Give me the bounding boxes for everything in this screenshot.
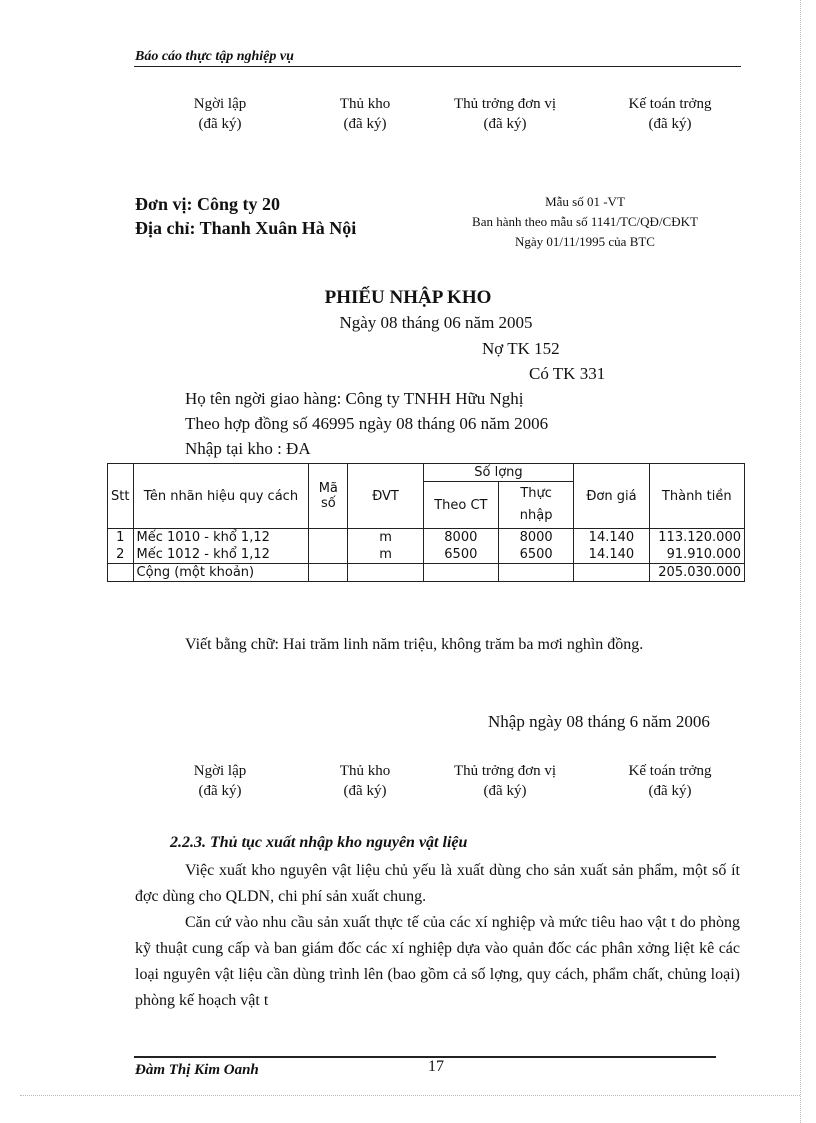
- contract: Theo hợp đồng số 46995 ngày 08 tháng 06 năm 2006: [185, 414, 549, 433]
- col-qty-doc: Theo CT: [423, 482, 498, 529]
- table-row: 1 Mếc 1010 - khổ 1,12 m 8000 8000 14.140 113.120.000: [108, 529, 745, 547]
- form-number: Mẫu số 01 -VT: [545, 194, 625, 209]
- section-paragraph-1: Việc xuất kho nguyên vật liệu chủ yếu là xuất dùng cho sản xuất sản phẩm, một số ít đợc dùng cho QLDN, chi phí sản xuất chung.: [135, 862, 740, 905]
- receipt-title: PHIẾU NHẬP KHO: [324, 287, 492, 308]
- total-label: Cộng (một khoản): [133, 564, 309, 582]
- form-issued: Ban hành theo mẫu số 1141/TC/QĐ/CĐKT: [472, 214, 698, 229]
- receipt-table: [107, 463, 745, 582]
- signature-storekeeper: Thủ kho (đã ký): [339, 96, 391, 132]
- signature-chief-accountant: Kế toán trởng (đã ký): [628, 96, 712, 132]
- credit-account: Có TK 331: [529, 364, 606, 383]
- col-unit: ĐVT: [348, 464, 423, 529]
- signature-preparer: Ngời lập (đã ký): [193, 96, 247, 132]
- footer-author: Đàm Thị Kim Oanh: [135, 1062, 259, 1078]
- warehouse: Nhập tại kho : ĐA: [185, 439, 311, 458]
- footer-rule: [134, 1056, 716, 1058]
- unit-name: Đơn vị: Công ty 20: [135, 194, 280, 214]
- table-total-row: [108, 564, 745, 582]
- section-paragraph-2: Căn cứ vào nhu cầu sản xuất thực tế của các xí nghiệp và mức tiêu hao vật t do phòng kỹ thuật cung cấp và ban giám đốc các xí nghiệp dựa vào quản đốc các phân xởng liệt kê các loại nguyên vật liệu cần dùng trình lên (bao gồm cả số lợng, quy cách, phẩm chất, chủng loại) phòng kế hoạch vật t: [135, 914, 740, 1009]
- signature-unit-head: Thủ trởng đơn vị (đã ký): [453, 763, 557, 799]
- entry-date: Nhập ngày 08 tháng 6 năm 2006: [488, 712, 710, 731]
- deliverer: Họ tên ngời giao hàng: Công ty TNHH Hữu Nghị: [185, 389, 524, 408]
- signature-storekeeper: Thủ kho (đã ký): [339, 763, 391, 799]
- col-name: Tên nhãn hiệu quy cách: [133, 464, 309, 529]
- col-qty-actual: Thực nhập: [498, 482, 573, 529]
- page-boundary: [20, 1095, 800, 1096]
- form-info: [430, 192, 740, 252]
- form-date: Ngày 01/11/1995 của BTC: [515, 234, 655, 249]
- amount-in-words: Viết bằng chữ: Hai trăm linh năm triệu, không trăm ba mơi nghìn đồng.: [185, 636, 644, 653]
- page-number: 17: [428, 1058, 444, 1075]
- col-amount: Thành tiền: [649, 464, 744, 529]
- signature-unit-head: Thủ trởng đơn vị (đã ký): [453, 96, 557, 132]
- receipt-date: Ngày 08 tháng 06 năm 2005: [339, 313, 533, 332]
- page-boundary-vertical: [800, 0, 801, 1123]
- header-rule: [134, 66, 741, 67]
- col-code: Mã số: [309, 464, 348, 529]
- running-title: Báo cáo thực tập nghiệp vụ: [135, 49, 294, 64]
- signature-chief-accountant: Kế toán trởng (đã ký): [628, 763, 712, 799]
- col-price: Đơn giá: [574, 464, 649, 529]
- section-heading: 2.2.3. Thủ tục xuất nhập kho nguyên vật liệu: [170, 834, 468, 851]
- signature-preparer: Ngời lập (đã ký): [193, 763, 247, 799]
- col-stt: Stt: [108, 464, 134, 529]
- total-amount: 205.030.000: [649, 564, 744, 582]
- table-row: 2 Mếc 1012 - khổ 1,12 m 6500 6500 14.140 91.910.000: [108, 546, 745, 564]
- debit-account: Nợ TK 152: [482, 339, 560, 358]
- col-qty: Số lợng: [423, 464, 574, 482]
- unit-address: Địa chỉ: Thanh Xuân Hà Nội: [135, 218, 357, 238]
